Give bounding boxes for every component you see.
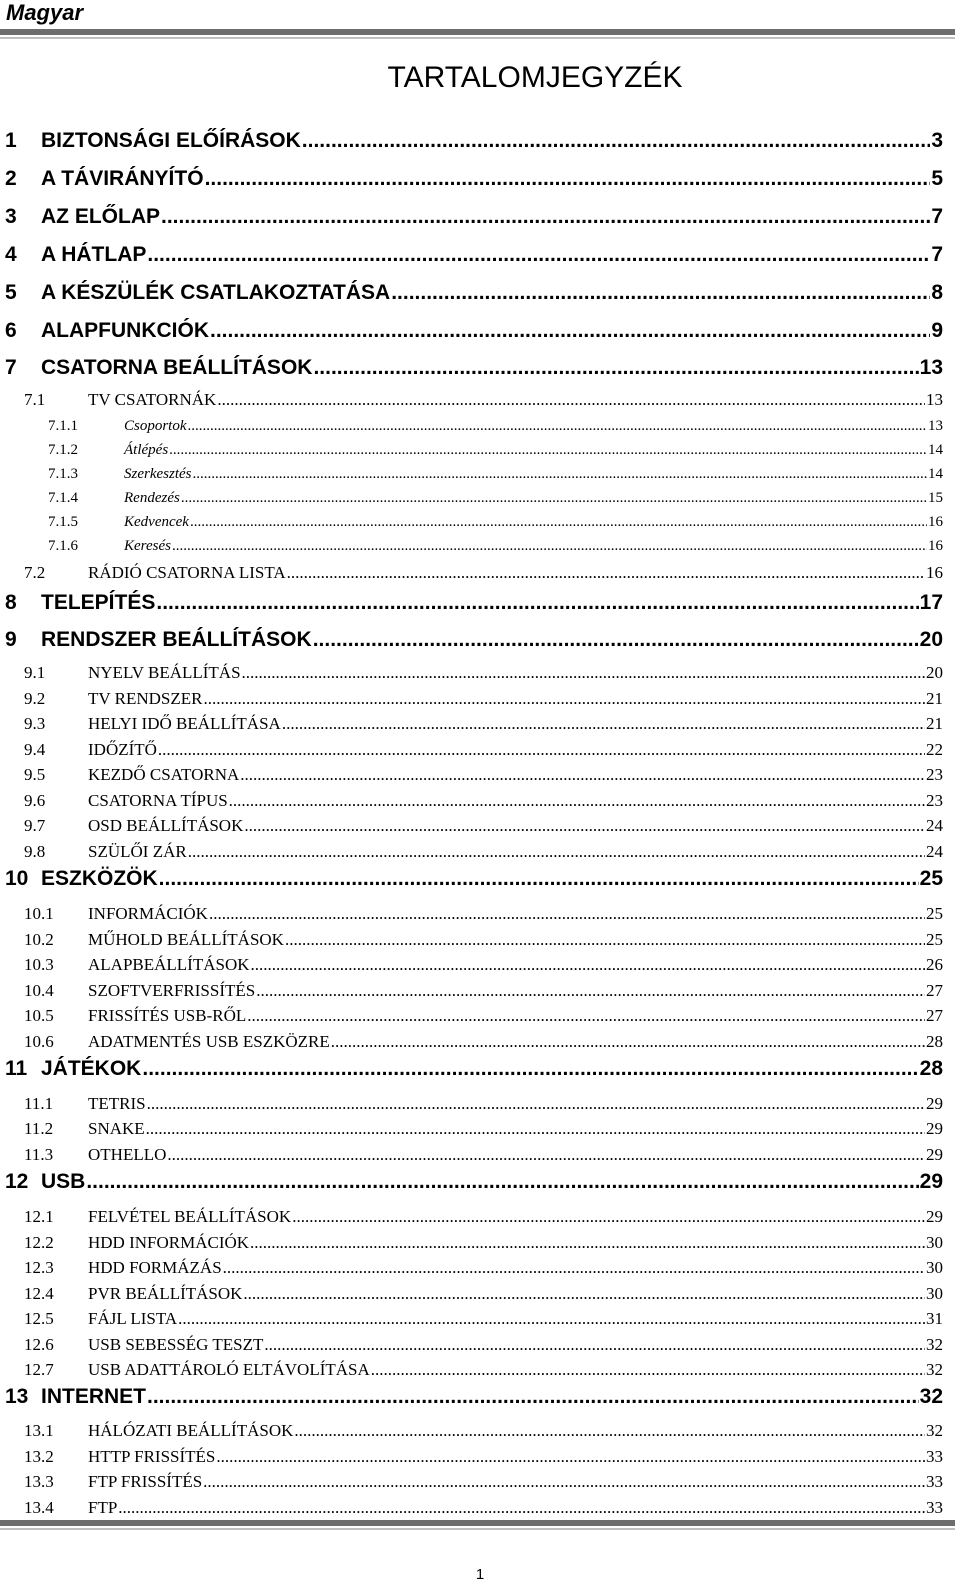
- toc-entry-page: 20: [919, 628, 943, 651]
- toc-entry-title: JÁTÉKOK: [41, 1057, 142, 1080]
- toc-entry[interactable]: [24, 1308, 943, 1330]
- toc-entry-title: RENDSZER BEÁLLÍTÁSOK: [41, 628, 312, 651]
- toc-entry-title: TELEPÍTÉS: [41, 591, 156, 614]
- toc-entry-page: 5: [931, 167, 943, 190]
- toc-entry-number: 9.8: [24, 842, 46, 861]
- toc-entry-title: FTP: [88, 1498, 118, 1517]
- toc-entry-title: HDD INFORMÁCIÓK: [88, 1233, 250, 1252]
- toc-entry-page: 32: [919, 1385, 943, 1408]
- toc-entry-title: A TÁVIRÁNYÍTÓ: [41, 167, 204, 190]
- toc-entry-page: 20: [926, 663, 943, 682]
- toc-dot-leader: [264, 1334, 925, 1356]
- toc-entry-number: 11.3: [24, 1145, 54, 1164]
- toc-entry[interactable]: [24, 739, 943, 761]
- toc-dot-leader: [210, 318, 930, 344]
- toc-dot-leader: [86, 1169, 918, 1195]
- toc-entry-title: Rendezés: [124, 490, 180, 506]
- toc-entry[interactable]: [24, 764, 943, 786]
- toc-entry[interactable]: [24, 688, 943, 710]
- toc-entry-page: 33: [926, 1498, 943, 1517]
- toc-entry[interactable]: [24, 1031, 943, 1053]
- toc-entry[interactable]: [24, 1420, 943, 1442]
- toc-dot-leader: [223, 1257, 925, 1279]
- toc-entry[interactable]: [48, 488, 943, 508]
- toc-entry-number: 11.2: [24, 1119, 54, 1138]
- toc-entry[interactable]: [48, 416, 943, 436]
- toc-entry[interactable]: [5, 1384, 943, 1410]
- toc-entry[interactable]: [5, 166, 943, 192]
- toc-entry-page: 31: [926, 1309, 943, 1328]
- toc-entry[interactable]: [24, 929, 943, 951]
- toc-entry-page: 8: [931, 281, 943, 304]
- toc-dot-leader: [331, 1031, 925, 1053]
- toc-entry-number: 7.2: [24, 563, 46, 582]
- toc-entry-number: 9.7: [24, 816, 46, 835]
- toc-entry[interactable]: [24, 1283, 943, 1305]
- toc-entry-title: BIZTONSÁGI ELŐÍRÁSOK: [41, 129, 301, 152]
- toc-dot-leader: [229, 790, 925, 812]
- toc-entry-title: AZ ELŐLAP: [41, 205, 160, 228]
- toc-entry-page: 32: [926, 1360, 943, 1379]
- toc-entry-page: 7: [931, 205, 943, 228]
- toc-dot-leader: [287, 562, 925, 584]
- toc-entry-page: 13: [928, 418, 943, 434]
- toc-entry-page: 16: [926, 563, 943, 582]
- toc-entry-number: 9.1: [24, 663, 46, 682]
- toc-entry-title: INTERNET: [41, 1385, 146, 1408]
- toc-entry-title: RÁDIÓ CSATORNA LISTA: [88, 563, 286, 582]
- toc-dot-leader: [240, 764, 925, 786]
- toc-entry[interactable]: [48, 464, 943, 484]
- toc-entry-number: 12.7: [24, 1360, 54, 1379]
- toc-dot-leader: [216, 1446, 925, 1468]
- toc-entry-page: 14: [928, 466, 943, 482]
- toc-dot-leader: [181, 488, 927, 508]
- toc-entry-number: 9.4: [24, 740, 46, 759]
- toc-entry-title: SZÜLŐI ZÁR: [88, 842, 187, 861]
- footer-divider: [0, 1520, 955, 1526]
- toc-entry-number: 5: [5, 281, 17, 304]
- toc-dot-leader: [285, 929, 925, 951]
- toc-entry-number: 12.2: [24, 1233, 54, 1252]
- toc-entry-number: 8: [5, 591, 17, 614]
- toc-entry-page: 17: [919, 591, 943, 614]
- toc-entry[interactable]: [24, 1093, 943, 1115]
- toc-entry-number: 13.3: [24, 1472, 54, 1491]
- toc-entry[interactable]: [24, 1497, 943, 1519]
- toc-entry-number: 10.4: [24, 981, 54, 1000]
- toc-entry-title: ADATMENTÉS USB ESZKÖZRE: [88, 1032, 330, 1051]
- toc-entry-page: 29: [919, 1170, 943, 1193]
- toc-entry-page: 30: [926, 1233, 943, 1252]
- toc-dot-leader: [371, 1359, 925, 1381]
- toc-entry-number: 10.2: [24, 930, 54, 949]
- toc-entry-page: 28: [926, 1032, 943, 1051]
- toc-entry-page: 29: [926, 1119, 943, 1138]
- toc-entry-title: PVR BEÁLLÍTÁSOK: [88, 1284, 243, 1303]
- toc-entry-page: 22: [926, 740, 943, 759]
- toc-dot-leader: [282, 713, 925, 735]
- toc-entry-page: 32: [926, 1421, 943, 1440]
- toc-entry-number: 7: [5, 356, 17, 379]
- toc-dot-leader: [247, 1005, 925, 1027]
- toc-dot-leader: [250, 1232, 925, 1254]
- toc-entry[interactable]: [5, 280, 943, 306]
- toc-entry-title: USB: [41, 1170, 86, 1193]
- toc-entry[interactable]: [5, 1169, 943, 1195]
- page-title: TARTALOMJEGYZÉK: [387, 61, 683, 94]
- toc-entry[interactable]: [24, 790, 943, 812]
- toc-entry[interactable]: [5, 355, 943, 381]
- toc-entry[interactable]: [24, 662, 943, 684]
- toc-entry-title: NYELV BEÁLLÍTÁS: [88, 663, 241, 682]
- toc-entry[interactable]: [5, 242, 943, 268]
- toc-dot-leader: [190, 512, 927, 532]
- page-number: 1: [475, 1566, 485, 1583]
- toc-entry-number: 12: [5, 1170, 29, 1193]
- toc-entry-number: 6: [5, 319, 17, 342]
- toc-entry-number: 9: [5, 628, 17, 651]
- toc-dot-leader: [256, 980, 925, 1002]
- toc-dot-leader: [159, 866, 919, 892]
- toc-entry-title: MŰHOLD BEÁLLÍTÁSOK: [88, 930, 284, 949]
- toc-dot-leader: [193, 464, 928, 484]
- toc-entry[interactable]: [48, 440, 943, 460]
- toc-dot-leader: [147, 1093, 925, 1115]
- toc-dot-leader: [172, 536, 927, 556]
- toc-dot-leader: [147, 1384, 919, 1410]
- toc-dot-leader: [147, 242, 930, 268]
- toc-entry-number: 7.1.6: [48, 538, 78, 554]
- toc-entry-number: 10.1: [24, 904, 54, 923]
- toc-entry-title: FELVÉTEL BEÁLLÍTÁSOK: [88, 1207, 292, 1226]
- toc-dot-leader: [188, 416, 927, 436]
- toc-entry-page: 15: [928, 490, 943, 506]
- toc-entry-title: IDŐZÍTŐ: [88, 740, 157, 759]
- toc-entry[interactable]: [5, 627, 943, 653]
- toc-entry-number: 12.3: [24, 1258, 54, 1277]
- toc-entry-number: 9.5: [24, 765, 46, 784]
- toc-dot-leader: [146, 1118, 925, 1140]
- toc-entry-number: 9.6: [24, 791, 46, 810]
- toc-entry-number: 11: [5, 1057, 28, 1080]
- toc-entry-title: OTHELLO: [88, 1145, 167, 1164]
- toc-entry-title: FTP FRISSÍTÉS: [88, 1472, 203, 1491]
- toc-entry[interactable]: [24, 815, 943, 837]
- toc-entry-title: SZOFTVERFRISSÍTÉS: [88, 981, 256, 1000]
- toc-entry-number: 7.1.5: [48, 514, 78, 530]
- toc-dot-leader: [242, 662, 925, 684]
- toc-entry-page: 21: [926, 714, 943, 733]
- toc-entry-number: 10.3: [24, 955, 54, 974]
- toc-entry-page: 27: [926, 1006, 943, 1025]
- toc-entry[interactable]: [5, 590, 943, 616]
- toc-entry-page: 3: [931, 129, 943, 152]
- toc-entry-title: ALAPBEÁLLÍTÁSOK: [88, 955, 250, 974]
- toc-entry-title: HTTP FRISSÍTÉS: [88, 1447, 216, 1466]
- toc-entry-page: 28: [919, 1057, 943, 1080]
- toc-dot-leader: [313, 627, 919, 653]
- toc-entry-page: 25: [926, 930, 943, 949]
- toc-entry-page: 13: [919, 356, 943, 379]
- toc-entry[interactable]: [24, 1206, 943, 1228]
- toc-entry[interactable]: [5, 204, 943, 230]
- toc-entry-title: HÁLÓZATI BEÁLLÍTÁSOK: [88, 1421, 294, 1440]
- toc-entry-number: 7.1.1: [48, 418, 78, 434]
- toc-dot-leader: [209, 903, 925, 925]
- toc-entry[interactable]: [24, 1232, 943, 1254]
- toc-entry-title: CSATORNA BEÁLLÍTÁSOK: [41, 356, 313, 379]
- toc-entry-number: 10.6: [24, 1032, 54, 1051]
- toc-entry[interactable]: [24, 713, 943, 735]
- toc-entry-title: ESZKÖZÖK: [41, 867, 158, 890]
- toc-entry-title: FÁJL LISTA: [88, 1309, 178, 1328]
- toc-entry-number: 10: [5, 867, 29, 890]
- toc-entry-number: 12.6: [24, 1335, 54, 1354]
- header-divider: [0, 29, 955, 35]
- toc-entry-number: 9.2: [24, 689, 46, 708]
- toc-entry-title: A HÁTLAP: [41, 243, 147, 266]
- toc-entry-page: 30: [926, 1258, 943, 1277]
- toc-dot-leader: [188, 841, 925, 863]
- toc-entry[interactable]: [24, 1118, 943, 1140]
- toc-entry-title: Kedvencek: [124, 514, 189, 530]
- toc-dot-leader: [178, 1308, 925, 1330]
- toc-entry[interactable]: [5, 318, 943, 344]
- toc-entry-title: Csoportok: [124, 418, 187, 434]
- toc-dot-leader: [243, 1283, 925, 1305]
- toc-entry-title: TV CSATORNÁK: [88, 390, 217, 409]
- toc-dot-leader: [391, 280, 930, 306]
- header-language-label: Magyar: [6, 0, 84, 25]
- toc-entry[interactable]: [24, 1257, 943, 1279]
- toc-entry[interactable]: [5, 128, 943, 154]
- toc-entry-number: 4: [5, 243, 17, 266]
- toc-entry-number: 13.1: [24, 1421, 54, 1440]
- toc-entry[interactable]: [5, 866, 943, 892]
- toc-dot-leader: [251, 954, 926, 976]
- toc-entry-number: 12.1: [24, 1207, 54, 1226]
- toc-entry-page: 13: [926, 390, 943, 409]
- toc-entry-title: A KÉSZÜLÉK CSATLAKOZTATÁSA: [41, 281, 391, 304]
- toc-dot-leader: [156, 590, 918, 616]
- toc-entry-title: USB ADATTÁROLÓ ELTÁVOLÍTÁSA: [88, 1360, 370, 1379]
- toc-dot-leader: [167, 1144, 925, 1166]
- toc-entry[interactable]: [24, 980, 943, 1002]
- toc-entry[interactable]: [24, 1334, 943, 1356]
- toc-entry-page: 7: [931, 243, 943, 266]
- toc-entry-number: 1: [5, 129, 17, 152]
- toc-entry[interactable]: [24, 1359, 943, 1381]
- toc-dot-leader: [244, 815, 925, 837]
- toc-dot-leader: [203, 1471, 925, 1493]
- toc-entry-page: 24: [926, 816, 943, 835]
- toc-entry-number: 11.1: [24, 1094, 54, 1113]
- toc-entry-title: SNAKE: [88, 1119, 145, 1138]
- toc-entry-page: 9: [931, 319, 943, 342]
- toc-entry[interactable]: [24, 562, 943, 584]
- toc-entry[interactable]: [24, 841, 943, 863]
- toc-entry-title: TETRIS: [88, 1094, 146, 1113]
- toc-entry[interactable]: [48, 536, 943, 556]
- toc-entry-number: 12.4: [24, 1284, 54, 1303]
- toc-dot-leader: [292, 1206, 925, 1228]
- toc-entry-page: 16: [928, 538, 943, 554]
- toc-entry[interactable]: [24, 954, 943, 976]
- toc-entry-page: 14: [928, 442, 943, 458]
- toc-entry-title: HELYI IDŐ BEÁLLÍTÁSA: [88, 714, 281, 733]
- toc-entry-number: 7.1.3: [48, 466, 78, 482]
- toc-entry-number: 7.1.2: [48, 442, 78, 458]
- toc-entry-page: 16: [928, 514, 943, 530]
- toc-dot-leader: [313, 355, 918, 381]
- toc-entry-page: 23: [926, 765, 943, 784]
- toc-entry-page: 26: [926, 955, 943, 974]
- toc-entry-number: 2: [5, 167, 17, 190]
- toc-entry-title: Keresés: [124, 538, 171, 554]
- toc-entry-number: 9.3: [24, 714, 46, 733]
- toc-entry-page: 25: [926, 904, 943, 923]
- toc-entry-title: CSATORNA TÍPUS: [88, 791, 228, 810]
- toc-entry[interactable]: [24, 1005, 943, 1027]
- toc-dot-leader: [161, 204, 930, 230]
- toc-entry-page: 23: [926, 791, 943, 810]
- toc-entry-title: OSD BEÁLLÍTÁSOK: [88, 816, 244, 835]
- toc-entry-number: 13.2: [24, 1447, 54, 1466]
- toc-entry-number: 10.5: [24, 1006, 54, 1025]
- toc-dot-leader: [158, 739, 925, 761]
- toc-entry-title: USB SEBESSÉG TESZT: [88, 1335, 264, 1354]
- toc-entry[interactable]: [24, 903, 943, 925]
- toc-entry-page: 21: [926, 689, 943, 708]
- toc-entry-title: TV RENDSZER: [88, 689, 203, 708]
- toc-entry[interactable]: [24, 389, 943, 411]
- toc-entry-number: 13: [5, 1385, 29, 1408]
- toc-entry-number: 7.1.4: [48, 490, 78, 506]
- toc-dot-leader: [142, 1056, 918, 1082]
- toc-entry-title: FRISSÍTÉS USB-RŐL: [88, 1006, 247, 1025]
- toc-entry-title: ALAPFUNKCIÓK: [41, 319, 209, 342]
- toc-entry-title: KEZDŐ CSATORNA: [88, 765, 240, 784]
- toc-dot-leader: [205, 166, 931, 192]
- toc-entry-number: 12.5: [24, 1309, 54, 1328]
- toc-dot-leader: [294, 1420, 925, 1442]
- toc-entry-page: 30: [926, 1284, 943, 1303]
- toc-entry[interactable]: [24, 1471, 943, 1493]
- toc-entry-page: 24: [926, 842, 943, 861]
- toc-entry-title: INFORMÁCIÓK: [88, 904, 208, 923]
- toc-entry-page: 25: [919, 867, 943, 890]
- toc-entry[interactable]: [48, 512, 943, 532]
- toc-dot-leader: [203, 688, 925, 710]
- toc-entry-title: Átlépés: [124, 442, 169, 458]
- toc-dot-leader: [169, 440, 927, 460]
- toc-dot-leader: [217, 389, 925, 411]
- toc-dot-leader: [118, 1497, 925, 1519]
- toc-entry-page: 33: [926, 1447, 943, 1466]
- toc-entry-number: 13.4: [24, 1498, 54, 1517]
- toc-entry-page: 29: [926, 1145, 943, 1164]
- toc-entry-title: Szerkesztés: [124, 466, 192, 482]
- toc-entry[interactable]: [24, 1446, 943, 1468]
- toc-entry[interactable]: [24, 1144, 943, 1166]
- toc-entry-page: 29: [926, 1094, 943, 1113]
- toc-entry-number: 7.1: [24, 390, 46, 409]
- toc-entry[interactable]: [5, 1056, 943, 1082]
- toc-entry-page: 33: [926, 1472, 943, 1491]
- toc-entry-page: 27: [926, 981, 943, 1000]
- toc-entry-page: 29: [926, 1207, 943, 1226]
- toc-entry-page: 32: [926, 1335, 943, 1354]
- toc-entry-title: HDD FORMÁZÁS: [88, 1258, 222, 1277]
- toc-dot-leader: [302, 128, 931, 154]
- toc-entry-number: 3: [5, 205, 17, 228]
